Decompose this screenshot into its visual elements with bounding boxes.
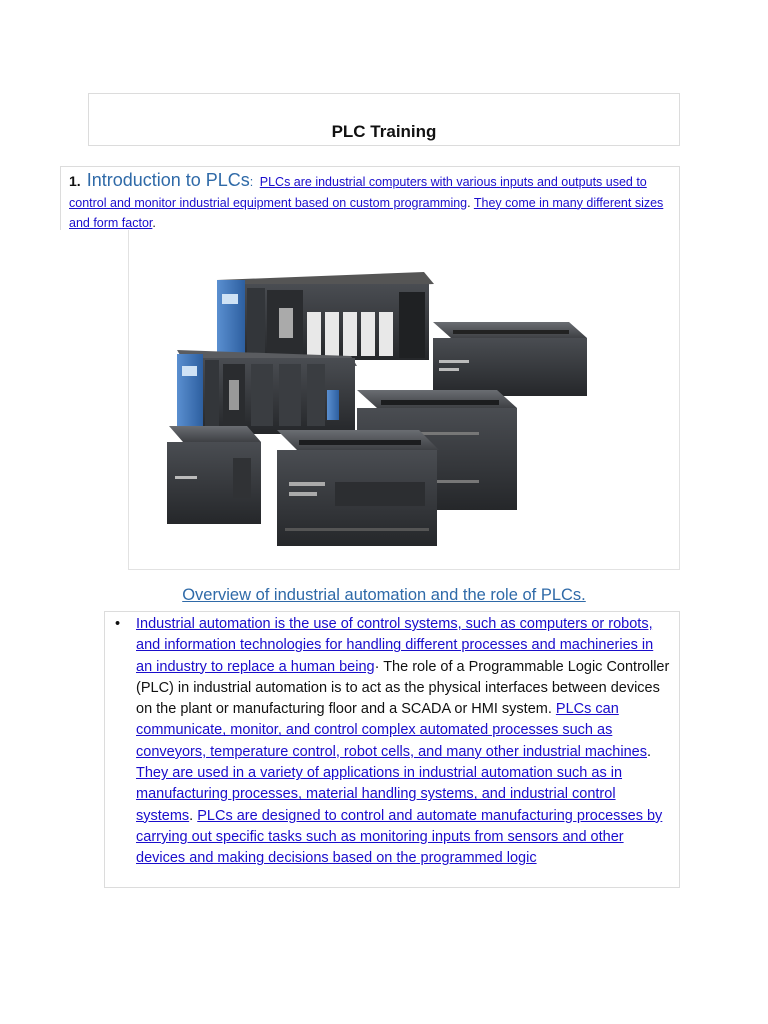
overview-link-communicate[interactable]: PLCs can communicate, monitor, and control complex automated processes such as conveyors, temperature control, robot cells, and many other industrial machines [136,701,647,760]
overview-heading-text: Overview of industrial automation and the role of PLCs. [182,586,586,604]
overview-text-role: · The role of a Programmable Logic Controller (PLC) in industrial automation is to act as the physical interfaces between devices on the plant or manufacturing floor and a SCADA or HMI system. [136,658,670,718]
list-number: 1. [69,173,81,189]
page-title: PLC Training [331,122,437,141]
overview-separator-2: . [646,743,652,760]
overview-section [104,611,680,888]
compact-plc-front [277,430,439,546]
plc-product-image [129,230,681,570]
list-item [115,614,673,870]
rack-plc-small [177,350,357,434]
intro-section [60,166,680,230]
intro-colon: : [249,175,254,189]
rack-plc-large [217,272,434,360]
overview-separator-3: . [189,807,198,824]
bullet-icon: • [115,616,121,632]
compact-plc-top-right [433,322,587,396]
compact-plc-small [167,426,261,524]
intro-end: . [152,216,156,230]
overview-link-applications[interactable]: They are used in a variety of applications in industrial automation such as in manufacturing processes, material handling systems, and industrial control systems [136,765,623,824]
overview-link-automation[interactable]: Industrial automation is the use of control systems, such as computers or robots, and information technologies for handling different processes and machineries in an industry to replace a human being [136,616,654,675]
overview-link-designed[interactable]: PLCs are designed to control and automate manufacturing processes by carrying out specific tasks such as monitoring inputs from sensors and other devices and making decisions based on the programmed logic [136,807,663,867]
intro-separator: . [467,195,474,210]
title-box [88,93,680,146]
intro-link-definition[interactable]: PLCs are industrial computers with various inputs and outputs used to control and monitor industrial equipment based on custom programming [69,175,647,210]
overview-list [115,614,673,870]
plc-image-frame [128,230,680,570]
overview-heading [0,586,768,605]
intro-heading: Introduction to PLCs [86,170,250,190]
intro-link-sizes[interactable]: They come in many different sizes and form factor [69,195,664,230]
